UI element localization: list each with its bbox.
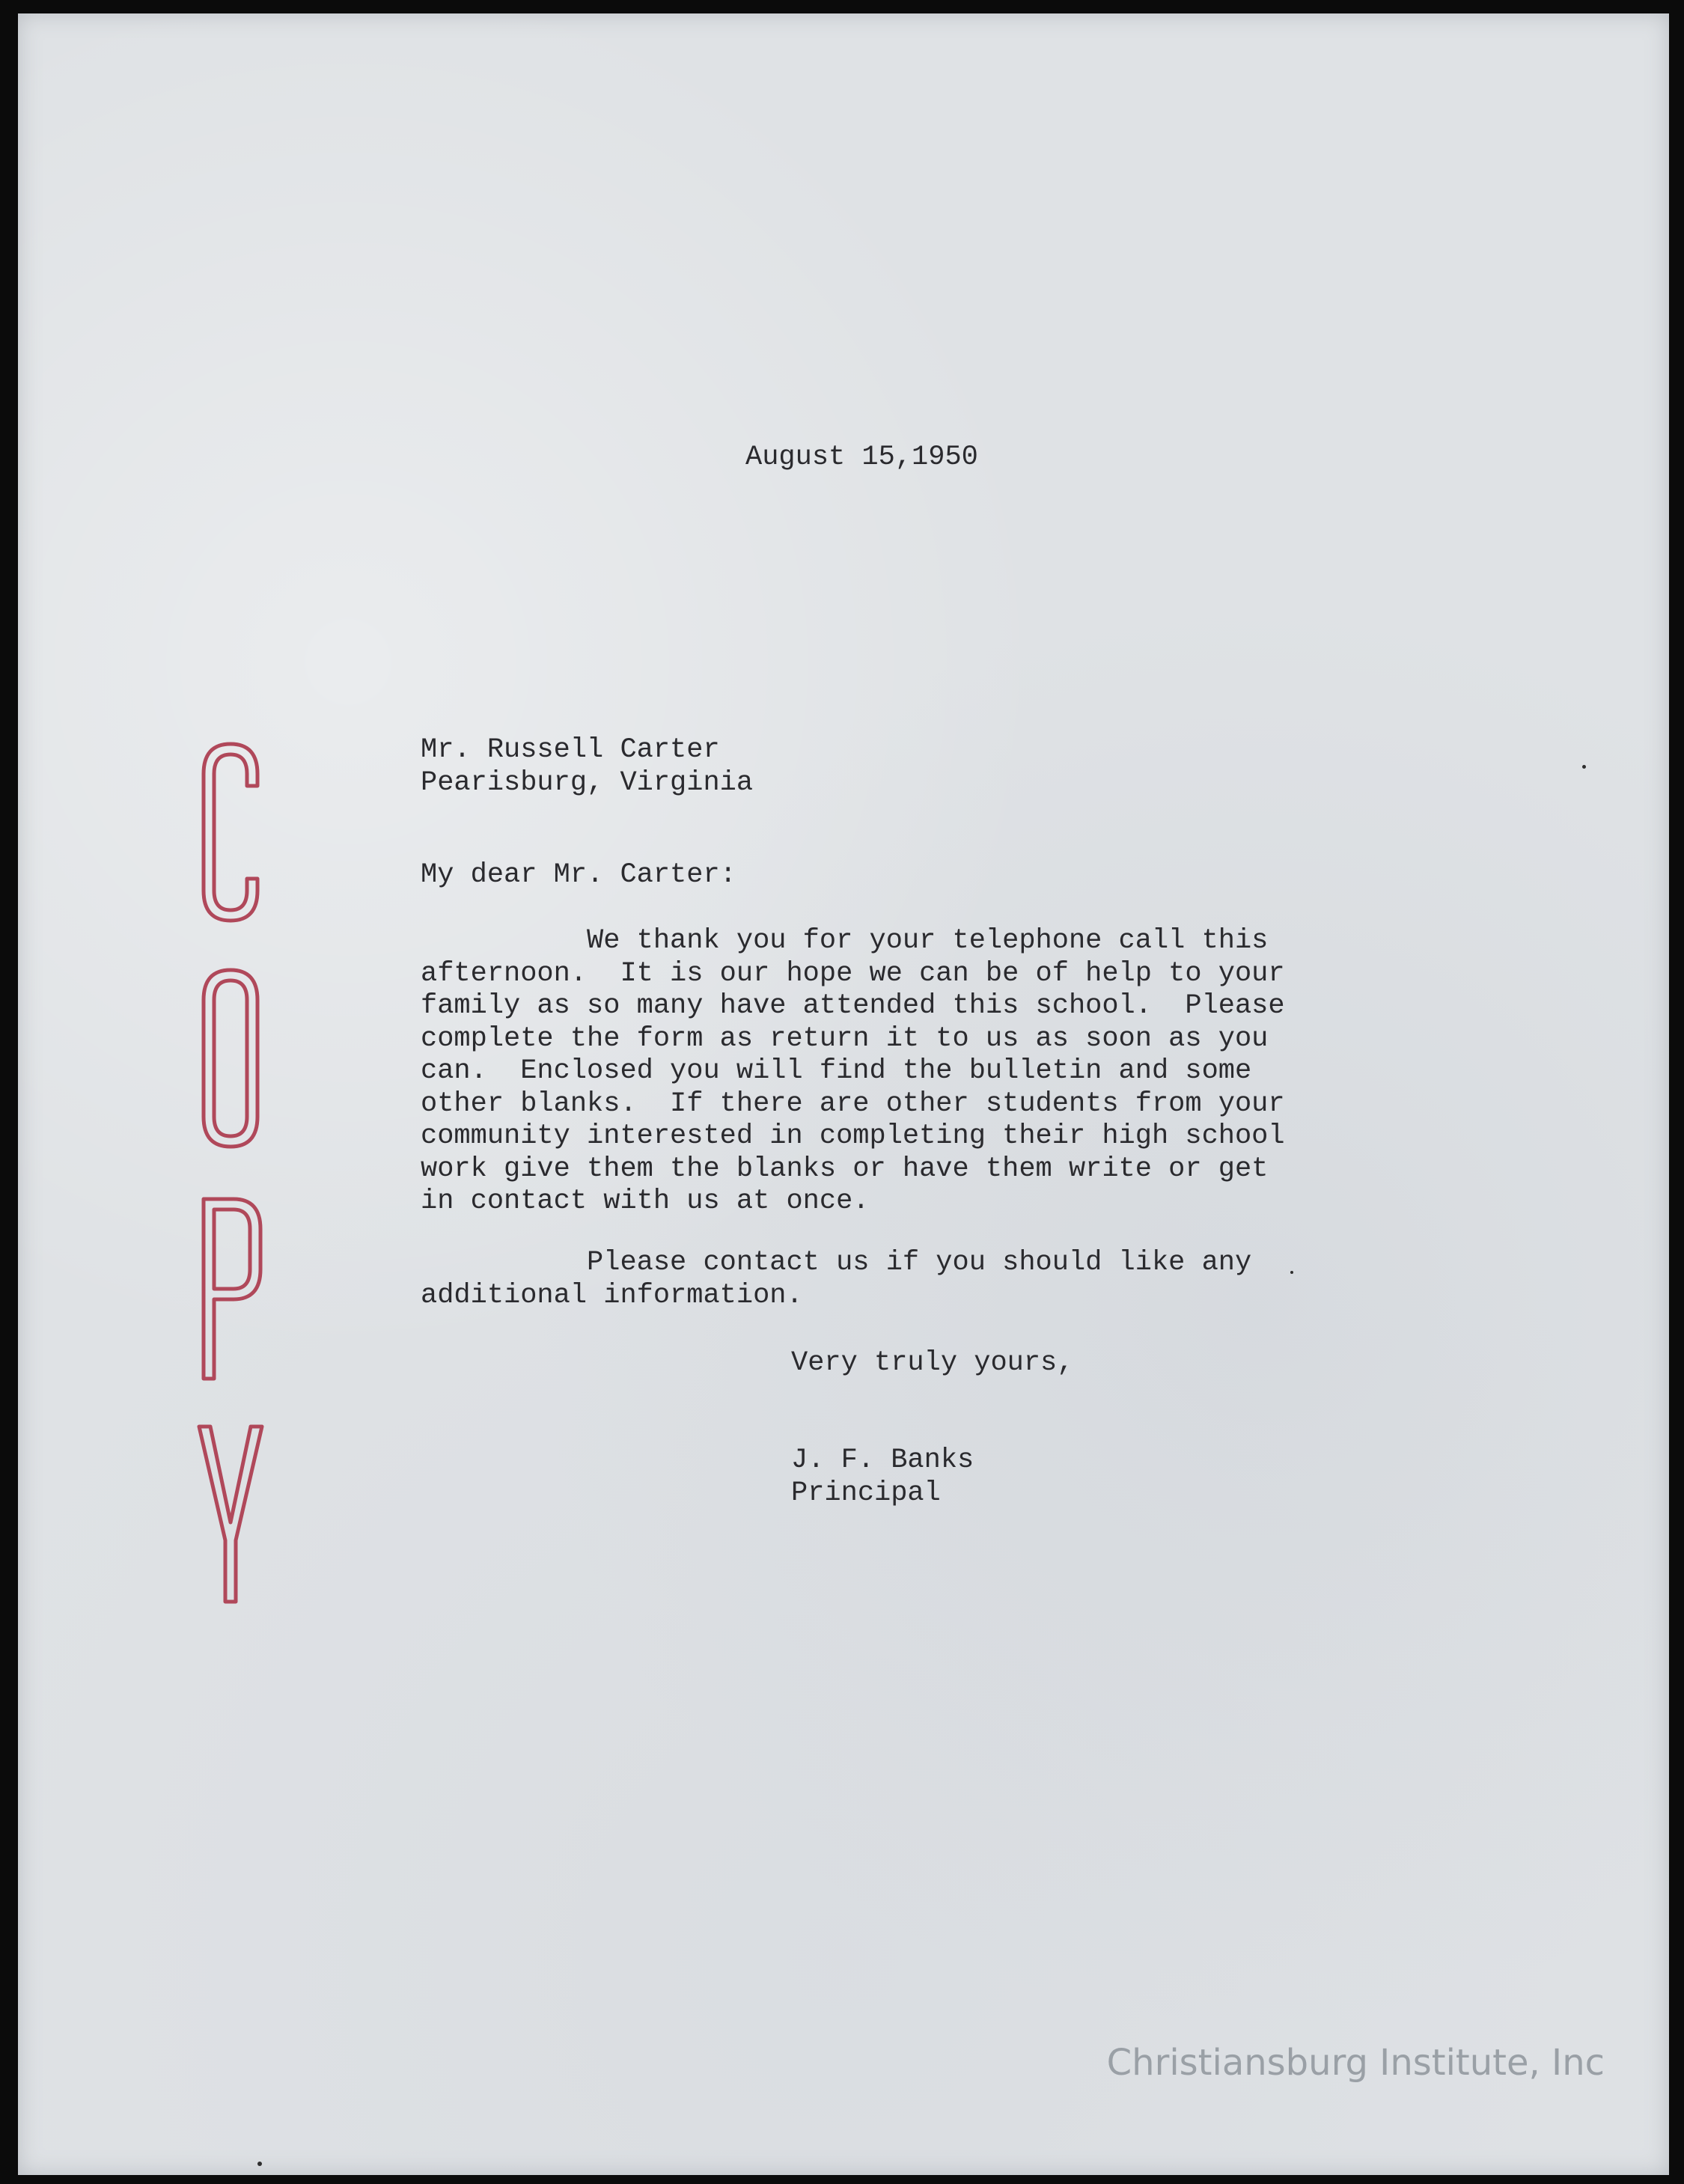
body-line: family as so many have attended this school. Please xyxy=(421,990,1285,1022)
body-line: work give them the blanks or have them write or get xyxy=(421,1153,1269,1185)
stamp-letter-o xyxy=(204,970,257,1147)
recipient-location: Pearisburg, Virginia xyxy=(421,766,754,799)
paper-speck xyxy=(1582,765,1586,769)
stamp-letter-p xyxy=(204,1199,260,1379)
copy-stamp-graphic xyxy=(189,739,278,1615)
signer-title: Principal xyxy=(791,1477,941,1509)
salutation: My dear Mr. Carter: xyxy=(421,859,736,891)
closing: Very truly yours, xyxy=(791,1347,1074,1379)
body-line: can. Enclosed you will find the bulletin and some xyxy=(421,1055,1252,1087)
letter-page xyxy=(18,13,1669,2175)
body-line: community interested in completing their high school xyxy=(421,1120,1285,1152)
body-line: in contact with us at once. xyxy=(421,1186,870,1217)
body-line: afternoon. It is our hope we can be of help to your xyxy=(421,957,1285,989)
recipient-address xyxy=(421,734,753,799)
body-paragraph-2 xyxy=(421,1247,1251,1312)
body-line: other blanks. If there are other students from your xyxy=(421,1088,1285,1120)
body-line: We thank you for your telephone call this xyxy=(421,925,1269,957)
paper-speck xyxy=(1290,1271,1293,1274)
stamp-letter-y xyxy=(199,1427,262,1602)
letter-date: August 15,1950 xyxy=(745,442,978,473)
stamp-letter-c xyxy=(204,744,257,921)
signature-block xyxy=(791,1445,974,1510)
body-paragraph-1 xyxy=(421,925,1285,1218)
archive-watermark: Christiansburg Institute, Inc xyxy=(1106,2042,1605,2084)
copy-stamp xyxy=(189,739,278,1615)
body-line: complete the form as return it to us as soon as you xyxy=(421,1022,1269,1055)
body-line: Please contact us if you should like any xyxy=(421,1247,1252,1278)
signer-name: J. F. Banks xyxy=(791,1445,974,1476)
recipient-name: Mr. Russell Carter xyxy=(421,734,720,766)
body-line: additional information. xyxy=(421,1279,803,1311)
paper-speck xyxy=(257,2162,262,2166)
